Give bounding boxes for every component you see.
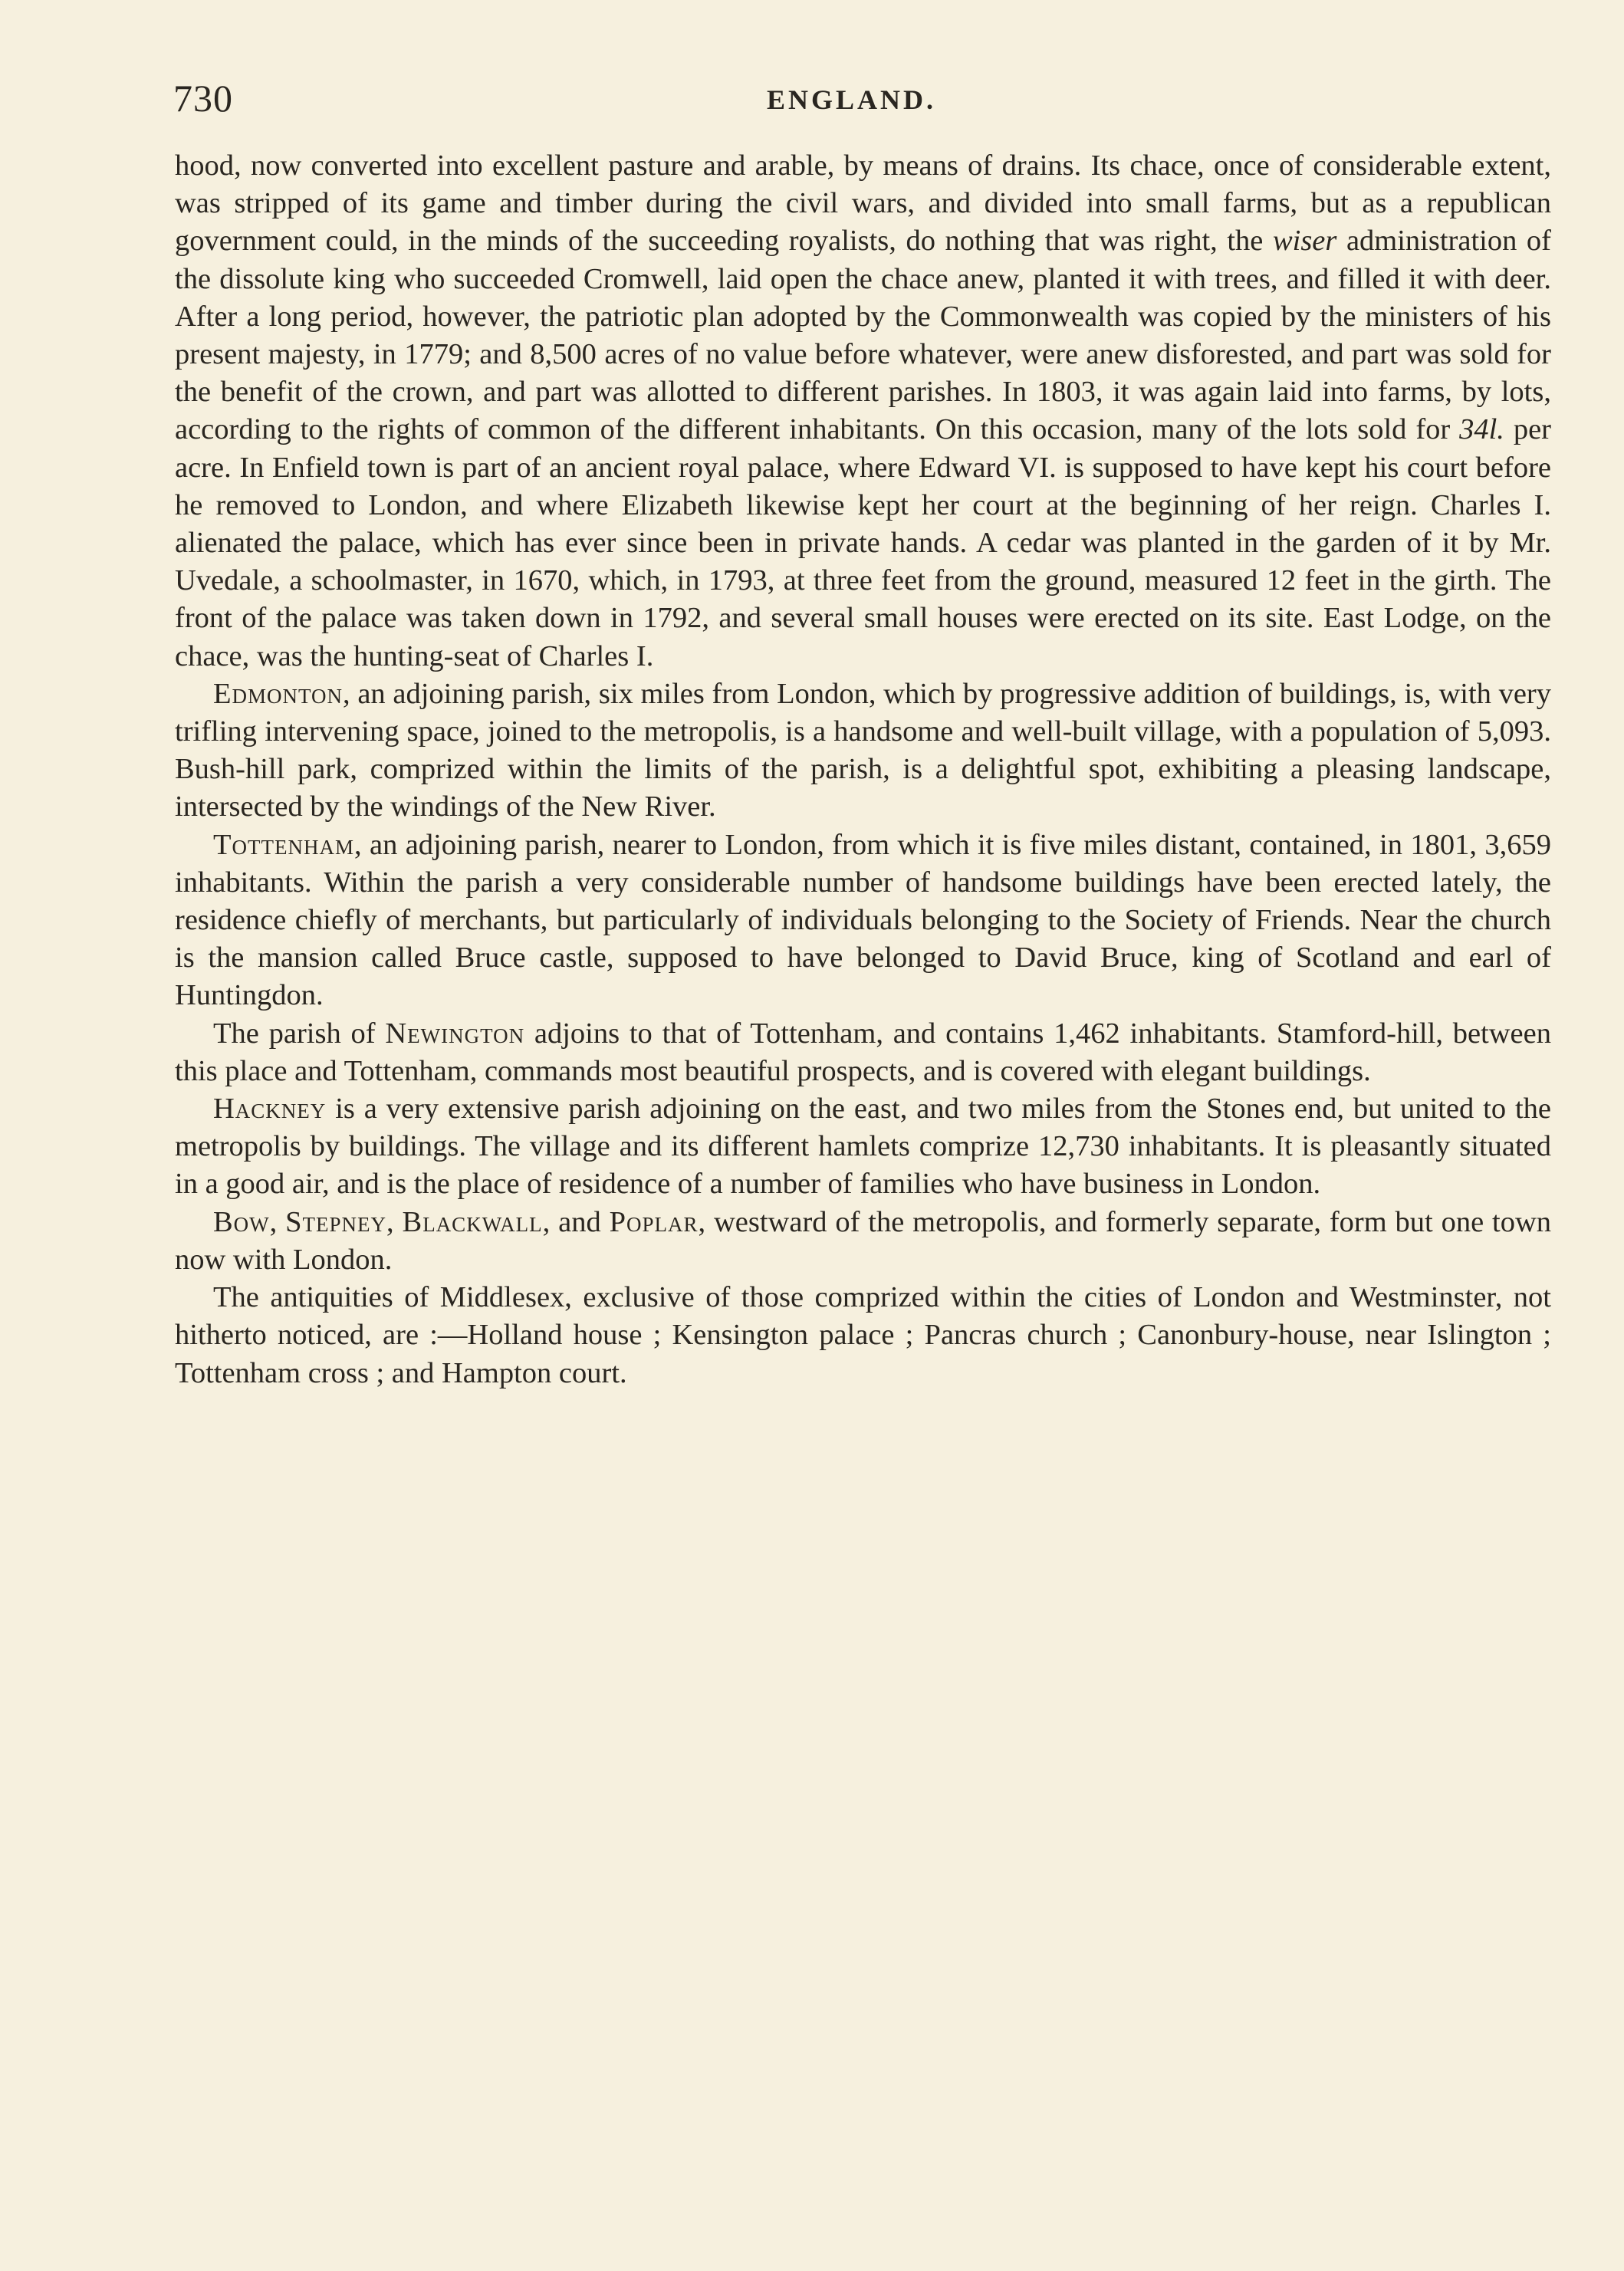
paragraph-text: The parish of — [213, 1017, 386, 1050]
paragraph-hackney — [175, 1090, 1551, 1204]
place-name: Newington — [385, 1017, 525, 1050]
paragraph-text: adjoins to that of Tottenham, and contains 1,462 inhabitants. Stamford-hill, between this place and Tottenham, commands most beautiful prospects, and is covered with elegant buildings. — [175, 1017, 1551, 1087]
paragraph-newington — [175, 1015, 1551, 1090]
paragraph-antiquities — [175, 1279, 1551, 1392]
separator: , — [269, 1205, 286, 1238]
place-name: Tottenham — [213, 828, 354, 861]
place-name: Blackwall — [402, 1205, 543, 1238]
italic-price: 34l. — [1459, 413, 1504, 446]
paragraph-tottenham — [175, 827, 1551, 1015]
running-title: ENGLAND. — [767, 84, 937, 115]
place-name: Edmonton — [213, 677, 344, 710]
paragraph-edmonton — [175, 675, 1551, 827]
page-number: 730 — [173, 77, 233, 120]
place-name: Hackney — [213, 1093, 327, 1126]
separator: , — [386, 1205, 403, 1238]
paragraph-text: per acre. In Enfield town is part of an ancient royal palace, where Edward VI. is supposed to have kept his court before he removed to London, and where Elizabeth likewise kept her court at the beginning of her reign. Charles I. alienated the palace, which has ever since been in private hands. A cedar was planted in the garden of it by Mr. Uvedale, a schoolmaster, in 1670, which, in 1793, at three feet from the ground, measured 12 feet in the girth. The front of the palace was taken down in 1792, and several small houses were erected on its site. East Lodge, on the chace, was the hunting-seat of Charles I. — [175, 413, 1551, 672]
paragraph-text: The antiquities of Middlesex, exclusive of those comprized within the cities of London and Westminster, not hitherto noticed, are :—Holland house ; Kensington palace ; Pancras church ; Canonbury-house, near Islington ; Tottenham cross ; and Hampton court. — [175, 1281, 1551, 1389]
paragraph-bow-stepney — [175, 1204, 1551, 1279]
paragraph-text: hood, now converted into excellent pasture and arable, by means of drains. Its chace, once of considerable extent, was stripped of its game and timber during the civil wars, and divided into small farms, but as a republican government could, in the minds of the succeeding royalists, do nothing that was right, the — [175, 150, 1551, 258]
paragraph-text: , an adjoining parish, six miles from London, which by progressive addition of buildings, is, with very trifling intervening space, joined to the metropolis, is a handsome and well-built village, with a population of 5,093. Bush-hill park, comprized within the limits of the parish, is a delightful spot, exhibiting a pleasing landscape, intersected by the windings of the New River. — [175, 677, 1551, 823]
place-name: Bow — [213, 1205, 270, 1238]
paragraph-text: administration of the dissolute king who succeeded Cromwell, laid open the chace anew, planted it with trees, and filled it with deer. After a long period, however, the patriotic plan adopted by the Commonwealth was copied by the ministers of his present majesty, in 1779; and 8,500 acres of no value before whatever, were anew disforested, and part was sold for the benefit of the crown, and part was allotted to different parishes. In 1803, it was again laid into farms, by lots, according to the rights of common of the different inhabitants. On this occasion, many of the lots sold for — [175, 225, 1551, 446]
paragraph-text: , an adjoining parish, nearer to London, from which it is five miles distant, contained, in 1801, 3,659 inhabitants. Within the parish a very considerable number of handsome buildings have been erected lately, the residence chiefly of merchants, but particularly of individuals belonging to the Society of Friends. Near the church is the mansion called Bruce castle, supposed to have belonged to David Bruce, king of Scotland and earl of Huntingdon. — [175, 828, 1551, 1012]
paragraph-text: is a very extensive parish adjoining on the east, and two miles from the Stones end, but united to the metropolis by buildings. The village and its different hamlets comprize 12,730 inhabitants. It is pleasantly situated in a good air, and is the place of residence of a number of families who have business in London. — [175, 1093, 1551, 1201]
place-name: Stepney — [285, 1205, 387, 1238]
body-text — [175, 147, 1551, 1392]
paragraph-enfield-chace — [175, 147, 1551, 675]
separator: , and — [542, 1205, 610, 1238]
paragraph-text: , westward of the metropolis, and formerly separate, form but one town now with London. — [175, 1205, 1551, 1276]
place-name: Poplar — [609, 1205, 699, 1238]
italic-word: wiser — [1272, 225, 1337, 258]
